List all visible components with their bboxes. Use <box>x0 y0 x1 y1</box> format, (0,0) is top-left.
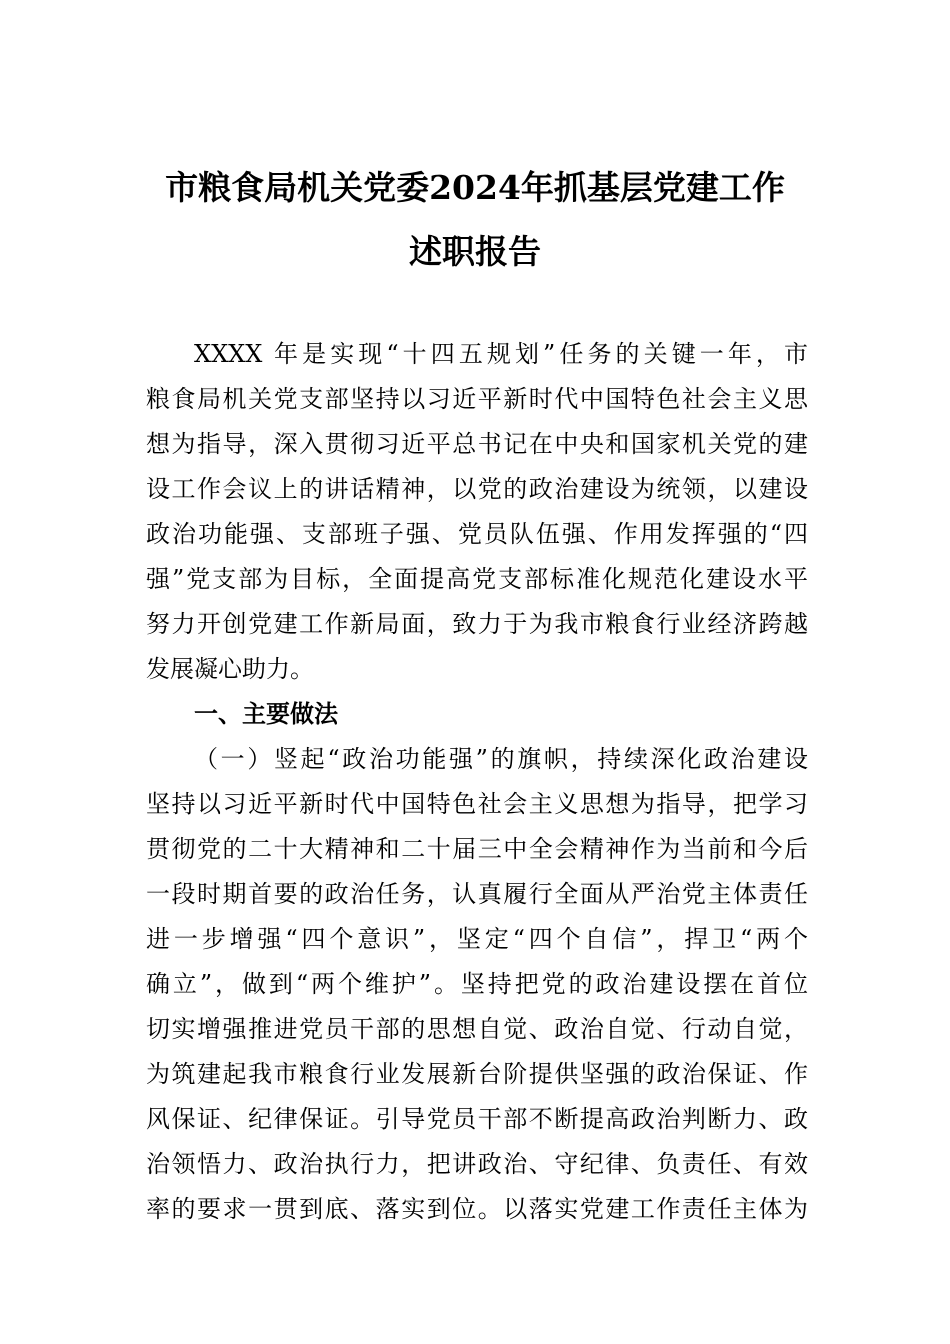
paragraph-line: 设工作会议上的讲话精神，以党的政治建设为统领，以建设 <box>146 475 808 503</box>
paragraph-line: 坚持以习近平新时代中国特色社会主义思想为指导，把学习 <box>146 790 808 818</box>
paragraph-line: 粮食局机关党支部坚持以习近平新时代中国特色社会主义思 <box>146 385 808 413</box>
paragraph-line: 切实增强推进党员干部的思想自觉、政治自觉、行动自觉， <box>146 1015 808 1043</box>
paragraph-line: 想为指导，深入贯彻习近平总书记在中央和国家机关党的建 <box>146 430 808 458</box>
paragraph-line: XXXX 年是实现“十四五规划”任务的关键一年，市 <box>194 340 808 368</box>
paragraph-line: 治领悟力、政治执行力，把讲政治、守纪律、负责任、有效 <box>146 1150 808 1178</box>
paragraph-line: 为筑建起我市粮食行业发展新台阶提供坚强的政治保证、作 <box>146 1060 808 1088</box>
paragraph-line: 进一步增强“四个意识”，坚定“四个自信”，捍卫“两个 <box>146 925 808 953</box>
subsection-heading: （一）竖起“政治功能强”的旗帜，持续深化政治建设 <box>194 745 808 773</box>
section-heading: 一、主要做法 <box>194 699 338 728</box>
paragraph-line: 率的要求一贯到底、落实到位。以落实党建工作责任主体为 <box>146 1195 808 1223</box>
paragraph-line: 风保证、纪律保证。引导党员干部不断提高政治判断力、政 <box>146 1105 808 1133</box>
paragraph-line: 强”党支部为目标，全面提高党支部标准化规范化建设水平 <box>146 565 808 593</box>
paragraph-line: 努力开创党建工作新局面，致力于为我市粮食行业经济跨越 <box>146 610 808 638</box>
document-title-line-2: 述职报告 <box>409 232 541 271</box>
paragraph-line: 确立”，做到“两个维护”。坚持把党的政治建设摆在首位 <box>146 970 808 998</box>
document-title-line-1: 市粮食局机关党委2024年抓基层党建工作 <box>165 168 785 207</box>
paragraph-line: 一段时期首要的政治任务，认真履行全面从严治党主体责任 <box>146 880 808 908</box>
paragraph-line: 政治功能强、支部班子强、党员队伍强、作用发挥强的“四 <box>146 520 808 548</box>
paragraph-line: 发展凝心助力。 <box>146 655 314 683</box>
paragraph-line: 贯彻党的二十大精神和二十届三中全会精神作为当前和今后 <box>146 835 808 863</box>
